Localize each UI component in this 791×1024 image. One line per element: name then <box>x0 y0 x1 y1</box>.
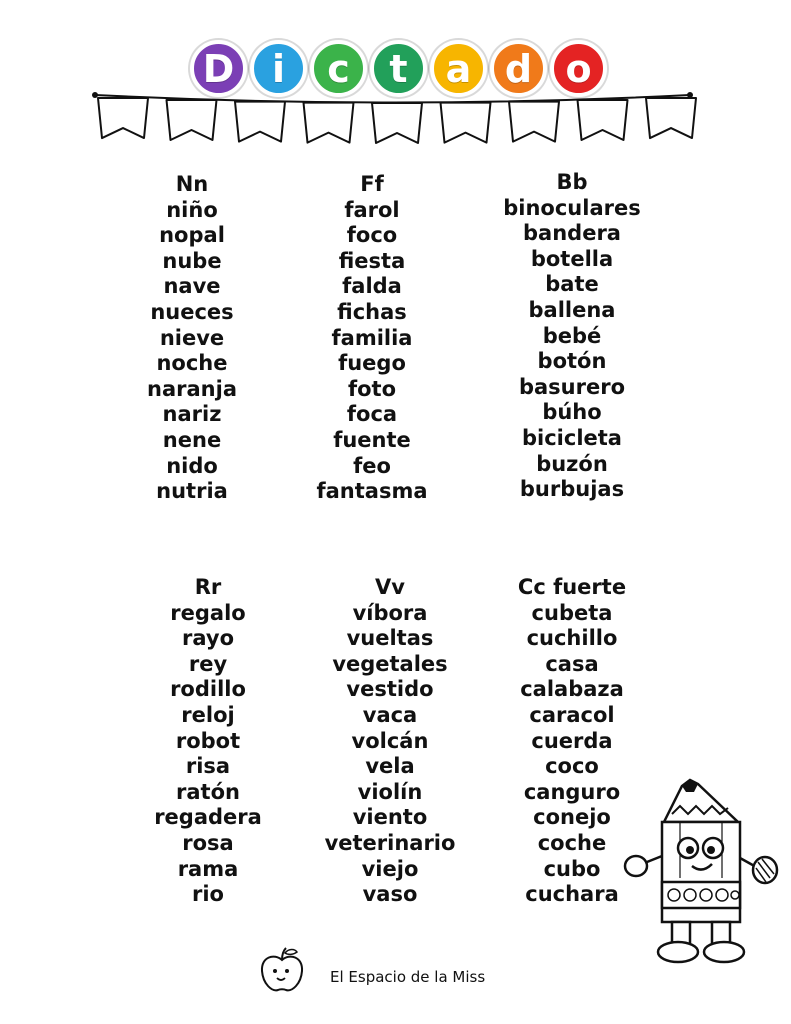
word-item: nido <box>166 453 218 478</box>
word-item: naranja <box>147 376 237 401</box>
word-item: viejo <box>361 856 419 881</box>
word-item: vela <box>365 754 415 779</box>
word-item: farol <box>344 197 400 222</box>
column-bb <box>482 170 662 503</box>
pencil-character-icon <box>620 778 780 968</box>
footer-credit: El Espacio de la Miss <box>330 968 486 986</box>
word-item: bandera <box>523 221 621 246</box>
column-nn <box>102 172 282 505</box>
bunting-flag <box>372 103 422 143</box>
bunting-flag <box>646 98 696 138</box>
word-item: nueces <box>150 299 234 324</box>
word-item: vaca <box>362 702 418 727</box>
title-letter: d <box>490 40 547 97</box>
word-item: rodillo <box>170 677 246 702</box>
word-item: nieve <box>159 325 225 350</box>
word-item: bicicleta <box>522 425 622 450</box>
column-header: Rr <box>194 575 222 599</box>
word-item: volcán <box>351 728 429 753</box>
word-item: botón <box>537 349 607 374</box>
word-item: basurero <box>518 374 626 399</box>
bunting-flag <box>304 103 354 143</box>
bunting-flag <box>509 102 559 142</box>
word-item: búho <box>542 400 602 425</box>
column-header: Bb <box>556 170 588 194</box>
title-letter: a <box>430 40 487 97</box>
word-item: vestido <box>346 677 434 702</box>
word-item: bate <box>545 272 599 297</box>
word-item: vegetales <box>332 651 448 676</box>
word-item: botella <box>530 246 614 271</box>
word-item: robot <box>175 728 241 753</box>
bunting-flag <box>578 100 628 140</box>
word-item: burbujas <box>519 477 625 502</box>
title-letter: i <box>250 40 307 97</box>
word-item: fuego <box>338 351 406 376</box>
column-header: Ff <box>360 172 384 196</box>
word-item: cubo <box>543 856 601 881</box>
word-item: vueltas <box>346 626 434 651</box>
word-item: falda <box>342 274 402 299</box>
word-item: feo <box>353 453 391 478</box>
word-item: nene <box>162 427 222 452</box>
word-item: ratón <box>176 779 240 804</box>
word-item: víbora <box>352 600 428 625</box>
word-item: fiesta <box>338 248 406 273</box>
word-item: viento <box>352 805 428 830</box>
bunting-flag <box>235 102 285 142</box>
word-item: caracol <box>529 702 615 727</box>
word-item: familia <box>331 325 413 350</box>
word-item: foca <box>346 402 398 427</box>
title-letter: c <box>310 40 367 97</box>
bunting-flag <box>98 98 148 138</box>
title-letter: D <box>190 40 247 97</box>
word-item: nube <box>162 248 222 273</box>
word-item: conejo <box>533 805 611 830</box>
word-item: reloj <box>181 702 235 727</box>
column-header: Cc fuerte <box>517 575 627 599</box>
word-item: fantasma <box>316 479 428 504</box>
word-item: regadera <box>154 805 262 830</box>
word-item: coche <box>537 830 607 855</box>
title-letter: t <box>370 40 427 97</box>
word-item: noche <box>156 351 228 376</box>
word-item: violín <box>357 779 423 804</box>
word-item: fichas <box>337 299 407 324</box>
word-item: casa <box>545 651 599 676</box>
word-item: bebé <box>542 323 602 348</box>
word-item: rosa <box>182 830 234 855</box>
word-item: regalo <box>170 600 246 625</box>
word-item: rayo <box>182 626 234 651</box>
word-item: foco <box>346 223 398 248</box>
word-item: cuchara <box>525 882 619 907</box>
word-item: ballena <box>528 297 616 322</box>
word-item: binoculares <box>503 195 641 220</box>
word-item: canguro <box>523 779 621 804</box>
column-vv <box>300 575 480 908</box>
word-item: buzón <box>536 451 608 476</box>
bunting-flag <box>441 103 491 143</box>
word-item: coco <box>545 754 599 779</box>
word-item: risa <box>185 754 231 779</box>
word-item: nutria <box>156 479 228 504</box>
word-item: rio <box>192 882 224 907</box>
column-header: Nn <box>175 172 209 196</box>
word-item: cuerda <box>531 728 613 753</box>
word-item: rey <box>188 651 228 676</box>
word-item: cubeta <box>531 600 613 625</box>
word-item: nave <box>163 274 221 299</box>
apple-icon <box>256 944 308 996</box>
word-item: nopal <box>159 223 225 248</box>
word-item: vaso <box>362 882 418 907</box>
title-letter: o <box>550 40 607 97</box>
word-item: niño <box>166 197 218 222</box>
page-title <box>190 40 615 98</box>
column-rr <box>118 575 298 908</box>
column-ff <box>282 172 462 505</box>
bunting-flag <box>167 100 217 140</box>
word-item: fuente <box>333 427 411 452</box>
word-item: foto <box>347 376 397 401</box>
word-item: cuchillo <box>526 626 618 651</box>
column-header: Vv <box>375 575 405 599</box>
word-item: nariz <box>162 402 222 427</box>
word-item: veterinario <box>324 830 456 855</box>
word-item: calabaza <box>520 677 624 702</box>
word-item: rama <box>177 856 239 881</box>
